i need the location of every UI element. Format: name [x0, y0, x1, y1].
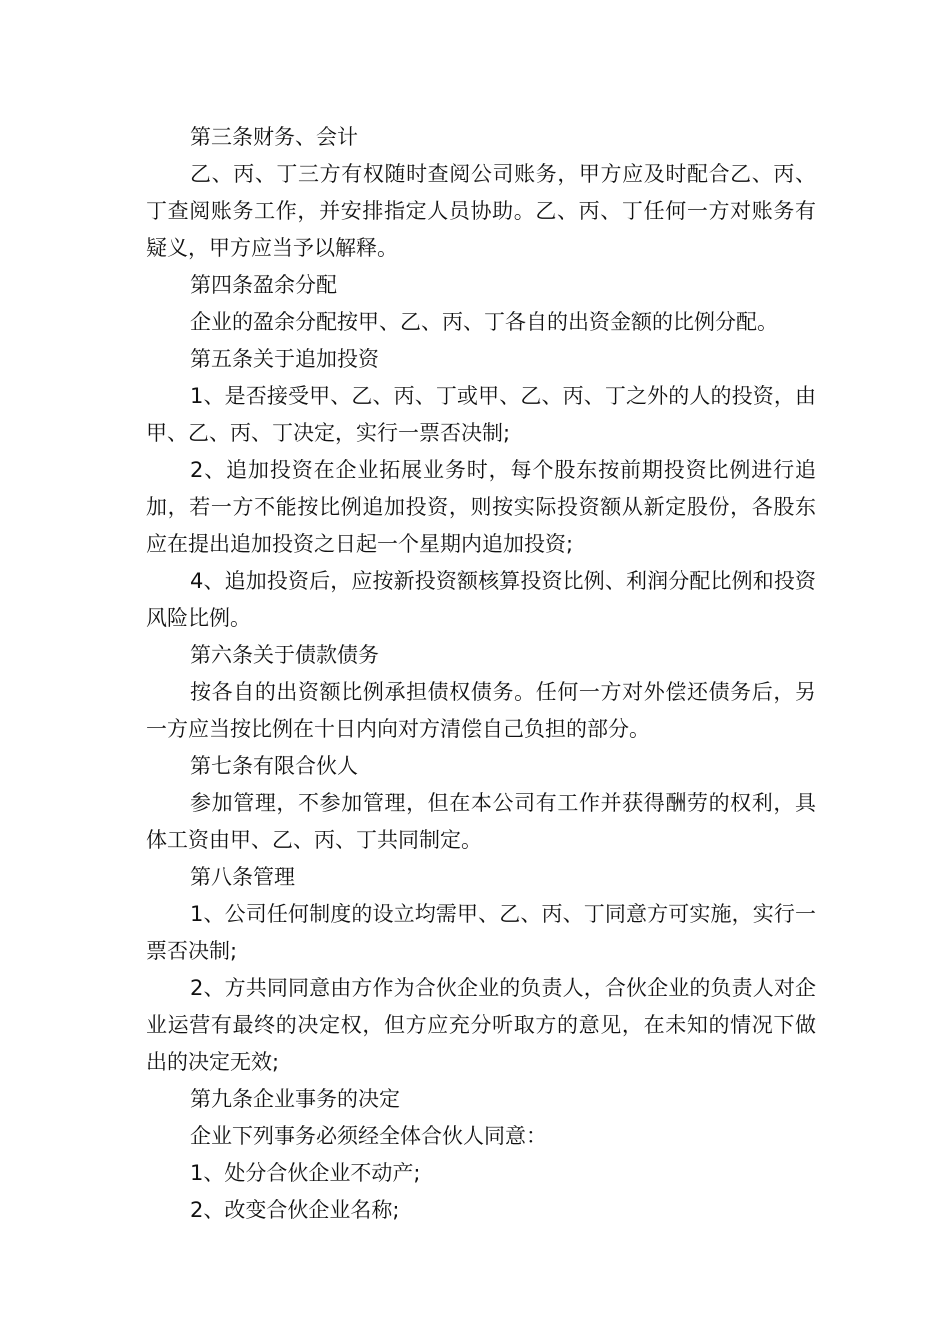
section-heading-4: 第四条盈余分配 — [190, 273, 337, 297]
list-item: 2、追加投资在企业拓展业务时，每个股东按前期投资比例进行追加，若一方不能按比例追加投资，则按实际投资额从新定股份，各股东应在提出追加投资之日起一个星期内追加投资; — [146, 458, 816, 556]
list-item: 1、公司任何制度的设立均需甲、乙、丙、丁同意方可实施，实行一票否决制; — [146, 902, 816, 963]
paragraph: 乙、丙、丁三方有权随时查阅公司账务，甲方应及时配合乙、丙、丁查阅账务工作，并安排指定人员协助。乙、丙、丁任何一方对账务有疑义，甲方应当予以解释。 — [146, 162, 816, 260]
section-heading-3: 第三条财务、会计 — [190, 125, 358, 149]
paragraph: 参加管理，不参加管理，但在本公司有工作并获得酬劳的权利，具体工资由甲、乙、丙、丁共同制定。 — [146, 791, 816, 852]
list-item: 4、追加投资后，应按新投资额核算投资比例、利润分配比例和投资风险比例。 — [146, 569, 816, 630]
list-item: 1、是否接受甲、乙、丙、丁或甲、乙、丙、丁之外的人的投资，由甲、乙、丙、丁决定，实行一票否决制; — [146, 384, 816, 445]
section-heading-5: 第五条关于追加投资 — [190, 347, 379, 371]
section-heading-8: 第八条管理 — [190, 865, 295, 889]
document-body — [146, 119, 816, 1229]
list-item: 2、方共同同意由方作为合伙企业的负责人，合伙企业的负责人对企业运营有最终的决定权，但方应充分听取方的意见，在未知的情况下做出的决定无效; — [146, 976, 816, 1074]
paragraph: 按各自的出资额比例承担债权债务。任何一方对外偿还债务后，另一方应当按比例在十日内向对方清偿自己负担的部分。 — [146, 680, 816, 741]
list-item: 1、处分合伙企业不动产; — [190, 1161, 421, 1185]
list-item: 2、改变合伙企业名称; — [190, 1198, 400, 1222]
section-heading-7: 第七条有限合伙人 — [190, 754, 358, 778]
section-heading-9: 第九条企业事务的决定 — [190, 1087, 400, 1111]
paragraph: 企业下列事务必须经全体合伙人同意： — [190, 1124, 547, 1148]
paragraph: 企业的盈余分配按甲、乙、丙、丁各自的出资金额的比例分配。 — [190, 310, 778, 334]
section-heading-6: 第六条关于债款债务 — [190, 643, 379, 667]
